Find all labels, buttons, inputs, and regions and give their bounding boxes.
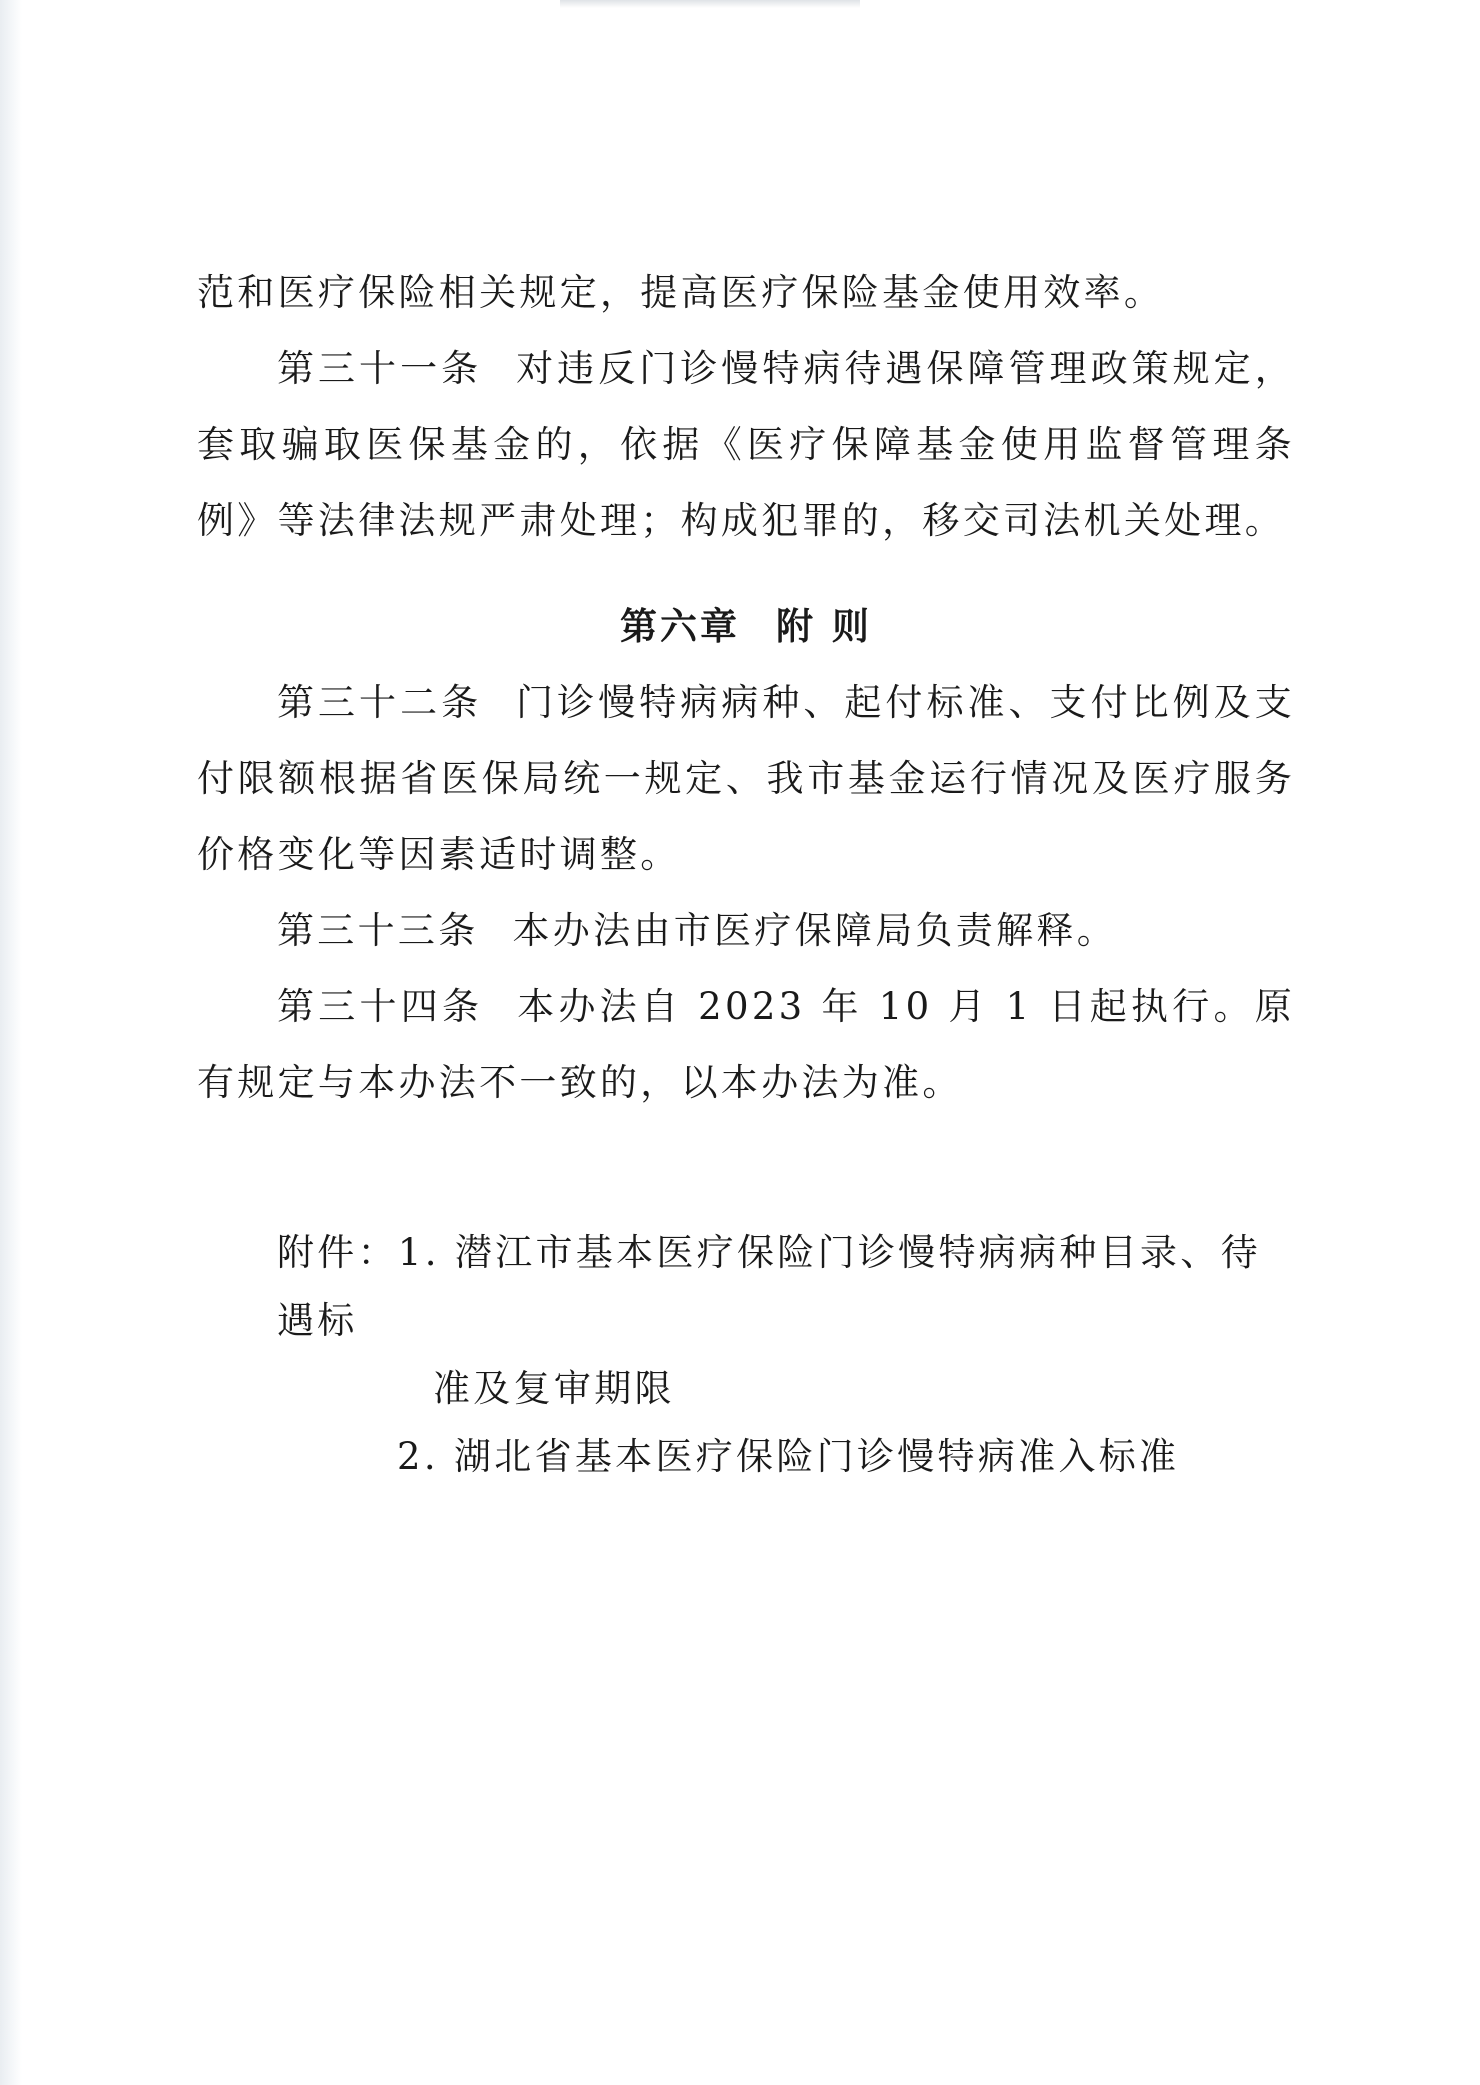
article-31-text: 对违反门诊慢特病待遇保障管理政策规定，套取骗取医保基金的，依据《医疗保障基金使用监督管理条例》等法律法规严肃处理；构成犯罪的，移交司法机关处理。 [197,347,1296,542]
article-33-text: 本办法由市医疗保障局负责解释。 [512,909,1117,952]
article-31 [197,331,1295,559]
attachment-item-1 [197,1219,1295,1355]
scan-edge-artifact [0,0,22,2085]
article-31-number: 第三十一条 [277,347,483,390]
article-32-text: 门诊慢特病病种、起付标准、支付比例及支付限额根据省医保局统一规定、我市基金运行情况及医疗服务价格变化等因素适时调整。 [197,681,1296,876]
attachment-item-1-line-1: 1. 潜江市基本医疗保险门诊慢特病病种目录、待遇标 [277,1231,1261,1342]
scan-top-artifact [560,0,860,8]
chapter-title: 附 则 [776,605,872,648]
article-32-number: 第三十二条 [277,681,483,724]
article-34 [197,969,1295,1121]
attachment-item-2: 2. 湖北省基本医疗保险门诊慢特病准入标准 [397,1435,1180,1478]
article-33 [197,893,1295,969]
chapter-heading [197,589,1295,665]
attachments-list [197,1219,1295,1491]
article-34-text: 本办法自 2023 年 10 月 1 日起执行。原有规定与本办法不一致的，以本办法为准。 [197,985,1296,1104]
article-33-number: 第三十三条 [277,909,479,952]
attachment-item-1-line-2: 准及复审期限 [433,1367,675,1410]
document-page [197,255,1295,1491]
chapter-number: 第六章 [620,605,741,648]
attachments-label: 附件： [277,1231,398,1274]
paragraph-continuation: 范和医疗保险相关规定，提高医疗保险基金使用效率。 [197,271,1165,314]
article-34-number: 第三十四条 [277,985,484,1028]
article-32 [197,665,1295,893]
